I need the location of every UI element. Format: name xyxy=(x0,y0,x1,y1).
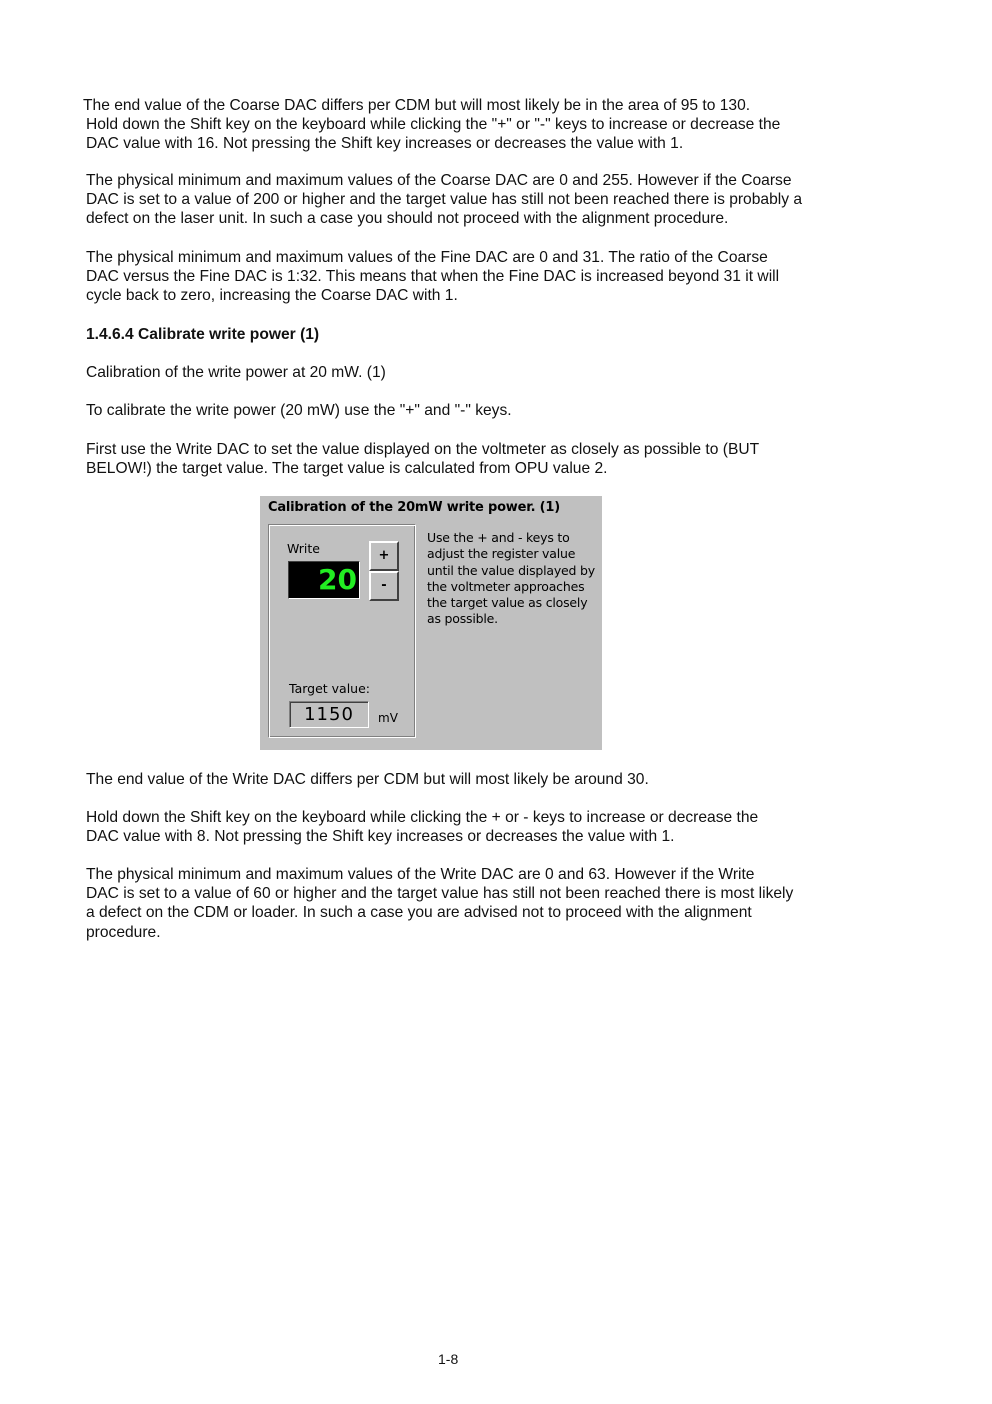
text-line: DAC value with 8. Not pressing the Shift key increases or decreases the value with 1. xyxy=(86,828,675,846)
target-value-label: Target value: xyxy=(289,681,370,696)
paragraph-shift-key xyxy=(86,808,866,846)
text-line: The end value of the Coarse DAC differs per CDM but will most likely be in the area of 95 to 130. xyxy=(83,97,751,114)
target-value-field: 1150 xyxy=(289,701,369,728)
write-groupbox xyxy=(268,524,416,738)
text-line: The physical minimum and maximum values of the Fine DAC are 0 and 31. The ratio of the Coarse xyxy=(86,249,768,266)
text-line: DAC versus the Fine DAC is 1:32. This means that when the Fine DAC is increased beyond 31 it will xyxy=(86,268,780,286)
write-value-display: 20 xyxy=(288,561,360,599)
section-heading: 1.4.6.4 Calibrate write power (1) xyxy=(86,326,320,343)
help-text: Use the + and - keys to adjust the register value until the value displayed by the voltmeter approaches the target value as closely as possible. xyxy=(427,530,595,627)
text-line: The physical minimum and maximum values of the Write DAC are 0 and 63. However if the Write xyxy=(86,866,755,883)
text-line: Hold down the Shift key on the keyboard while clicking the + or - keys to increase or decrease the xyxy=(86,809,759,826)
text-line: Hold down the Shift key on the keyboard while clicking the "+" or "-" keys to increase or decrease the xyxy=(86,116,781,134)
decrease-button[interactable]: - xyxy=(369,571,399,601)
paragraph-fine-dac-limits xyxy=(86,248,866,306)
paragraph-calibration-intro: Calibration of the write power at 20 mW. (1) xyxy=(86,364,386,381)
text-line: procedure. xyxy=(86,923,161,941)
paragraph-coarse-dac-limits xyxy=(86,171,866,229)
text-line: a defect on the CDM or loader. In such a case you are advised not to proceed with the alignment xyxy=(86,904,752,922)
text-line: DAC is set to a value of 200 or higher and the target value has still not been reached there is probably a xyxy=(86,191,803,209)
write-label: Write xyxy=(287,541,321,556)
text-line: defect on the laser unit. In such a case you should not proceed with the alignment procedure. xyxy=(86,210,729,228)
paragraph-calibrate-keys: To calibrate the write power (20 mW) use the "+" and "-" keys. xyxy=(86,402,512,419)
dialog-title: Calibration of the 20mW write power. (1) xyxy=(268,500,560,515)
text-line: cycle back to zero, increasing the Coarse DAC with 1. xyxy=(86,287,458,305)
text-line: First use the Write DAC to set the value displayed on the voltmeter as closely as possible to (BUT xyxy=(86,441,760,458)
paragraph-write-dac-end-value: The end value of the Write DAC differs per CDM but will most likely be around 30. xyxy=(86,771,649,788)
text-line: DAC value with 16. Not pressing the Shift key increases or decreases the value with 1. xyxy=(86,135,684,153)
paragraph-write-dac-instructions xyxy=(86,440,866,478)
target-unit-label: mV xyxy=(378,711,398,725)
increase-button[interactable]: + xyxy=(369,541,399,571)
calibration-dialog xyxy=(260,496,602,750)
paragraph-write-dac-limits xyxy=(86,865,866,942)
page-number: 1-8 xyxy=(438,1351,459,1367)
text-line: DAC is set to a value of 60 or higher and the target value has still not been reached there is most likely xyxy=(86,885,794,903)
text-line: The physical minimum and maximum values of the Coarse DAC are 0 and 255. However if the Coarse xyxy=(86,172,792,189)
paragraph-coarse-dac-end-value xyxy=(83,96,863,154)
text-line: BELOW!) the target value. The target value is calculated from OPU value 2. xyxy=(86,460,608,478)
